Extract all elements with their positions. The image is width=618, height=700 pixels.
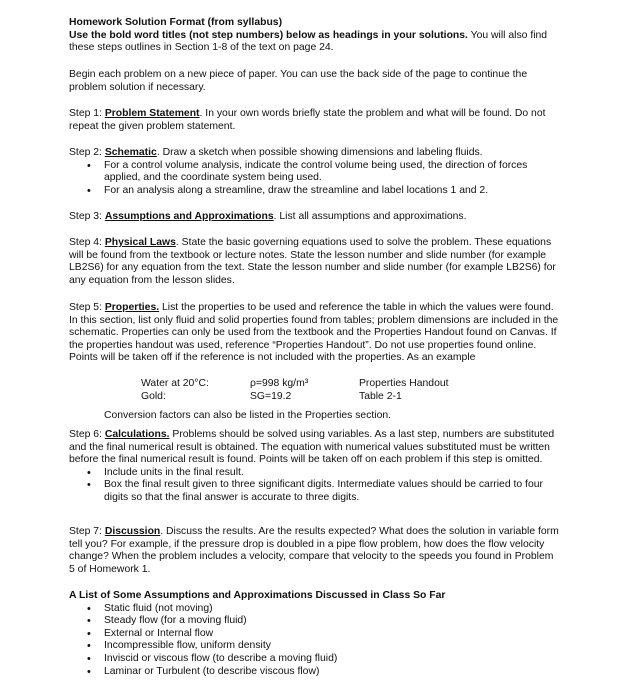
step-4-text: . State the basic governing equations used to solve the problem. These equations will be found from the textbook or lecture notes. State the lesson number and slide number (for example LB2S6) for any equation from the text. State the lesson number and slide number (for example LB2S6) for any equation from the lesson slides. bbox=[69, 237, 556, 286]
list-item: • Incompressible flow, uniform density bbox=[69, 640, 559, 653]
intro-paragraph: Begin each problem on a new piece of paper. You can use the back side of the page to continue the problem solution if necessary. bbox=[69, 69, 528, 93]
step-4-title: Physical Laws bbox=[104, 237, 176, 248]
step-1 bbox=[69, 108, 559, 133]
list-item: • For an analysis along a streamline, draw the streamline and label locations 1 and 2. bbox=[69, 185, 559, 198]
step-2-prefix: Step 2: bbox=[69, 147, 105, 158]
step-3-prefix: Step 3: bbox=[69, 211, 105, 222]
step-6-title: Calculations. bbox=[104, 429, 170, 440]
list-item: • For a control volume analysis, indicate the control volume being used, the direction of forces applied, and the coordinate system being used. bbox=[69, 160, 559, 185]
step-7-text: . Discuss the results. Are the results expected? What does the solution in variable form tell you? For example, if the pressure drop is doubled in a pipe flow problem, how does the flow velocity change? When the problem includes a velocity, compare that velocity to the speeds you found in Problem 5 of Homework 1. bbox=[69, 526, 559, 575]
document-title: Homework Solution Format (from syllabus) bbox=[69, 17, 283, 28]
header-instruction-bold: Use the bold word titles (not step numbers) below as headings in your solutions. bbox=[69, 29, 468, 41]
step-1-text: . In your own words briefly state the problem and what will be found. Do not repeat the given problem statement. bbox=[69, 108, 546, 132]
step-6-prefix: Step 6: bbox=[69, 429, 105, 440]
step-2-title: Schematic bbox=[104, 147, 157, 158]
step-6 bbox=[69, 429, 559, 505]
step-7-title: Discussion bbox=[104, 526, 161, 537]
assumptions-section bbox=[69, 590, 559, 678]
step-2 bbox=[69, 147, 559, 197]
step-3 bbox=[69, 211, 559, 224]
step-6-text: Problems should be solved using variables. As a last step, numbers are substituted and the final numerical result is obtained. The equation with numerical values substituted must be written before the final numerical result is found. Points will be taken off on each problem if this step is omitted. bbox=[69, 429, 555, 466]
step-5-prefix: Step 5: bbox=[69, 302, 105, 313]
example-reference: Table 2-1 bbox=[359, 391, 402, 402]
list-item: • Inviscid or viscous flow (to describe a moving fluid) bbox=[69, 653, 559, 666]
example-row bbox=[0, 378, 618, 392]
step-4 bbox=[69, 237, 559, 287]
step-5-title: Properties. bbox=[104, 302, 160, 313]
example-row bbox=[0, 391, 618, 405]
example-value: SG=19.2 bbox=[250, 391, 292, 402]
step-4-prefix: Step 4: bbox=[69, 237, 105, 248]
step-5 bbox=[69, 302, 559, 365]
header-instruction bbox=[69, 30, 559, 55]
step-3-text: . List all assumptions and approximations. bbox=[273, 211, 467, 222]
step-6-bullets bbox=[69, 467, 559, 505]
step-7-prefix: Step 7: bbox=[69, 526, 105, 537]
step-2-text: . Draw a sketch when possible showing dimensions and labeling fluids. bbox=[156, 147, 483, 158]
assumptions-list bbox=[69, 603, 559, 679]
example-item: Water at 20°C: bbox=[141, 378, 209, 389]
list-item: • Static fluid (not moving) bbox=[69, 603, 559, 616]
example-value: ρ=998 kg/m³ bbox=[250, 378, 309, 389]
step-5-text: List the properties to be used and reference the table in which the values were found. In this section, list only fluid and solid properties found from tables; problem dimensions are included in the schematic. Properties can only be used from the textbook and the Properties Handout found on Canvas. If the properties handout was used, reference “Properties Handout”. Do not use properties found online. Points will be taken off if the reference is not included with the properties. As an example bbox=[69, 302, 559, 364]
example-reference: Properties Handout bbox=[359, 378, 449, 389]
header-section bbox=[69, 17, 559, 55]
step-7 bbox=[69, 526, 559, 576]
step-1-title: Problem Statement bbox=[104, 108, 200, 119]
list-item: • External or Internal flow bbox=[69, 628, 559, 641]
list-item: • Box the final result given to three significant digits. Intermediate values should be carried to four digits so that the final answer is accurate to three digits. bbox=[69, 479, 559, 504]
step-3-title: Assumptions and Approximations bbox=[104, 211, 274, 222]
step-5-note: Conversion factors can also be listed in the Properties section. bbox=[104, 410, 392, 421]
list-item: • Laminar or Turbulent (to describe viscous flow) bbox=[69, 666, 559, 679]
header-instruction-rest: You will also find these steps outlines in Section 1-8 of the text on page 24. bbox=[69, 29, 548, 54]
example-item: Gold: bbox=[141, 391, 166, 402]
list-item: • Steady flow (for a moving fluid) bbox=[69, 615, 559, 628]
list-item: • Include units in the final result. bbox=[69, 467, 559, 480]
assumptions-title: A List of Some Assumptions and Approximations Discussed in Class So Far bbox=[69, 590, 446, 601]
step-1-prefix: Step 1: bbox=[69, 108, 105, 119]
step-2-bullets bbox=[69, 160, 559, 198]
